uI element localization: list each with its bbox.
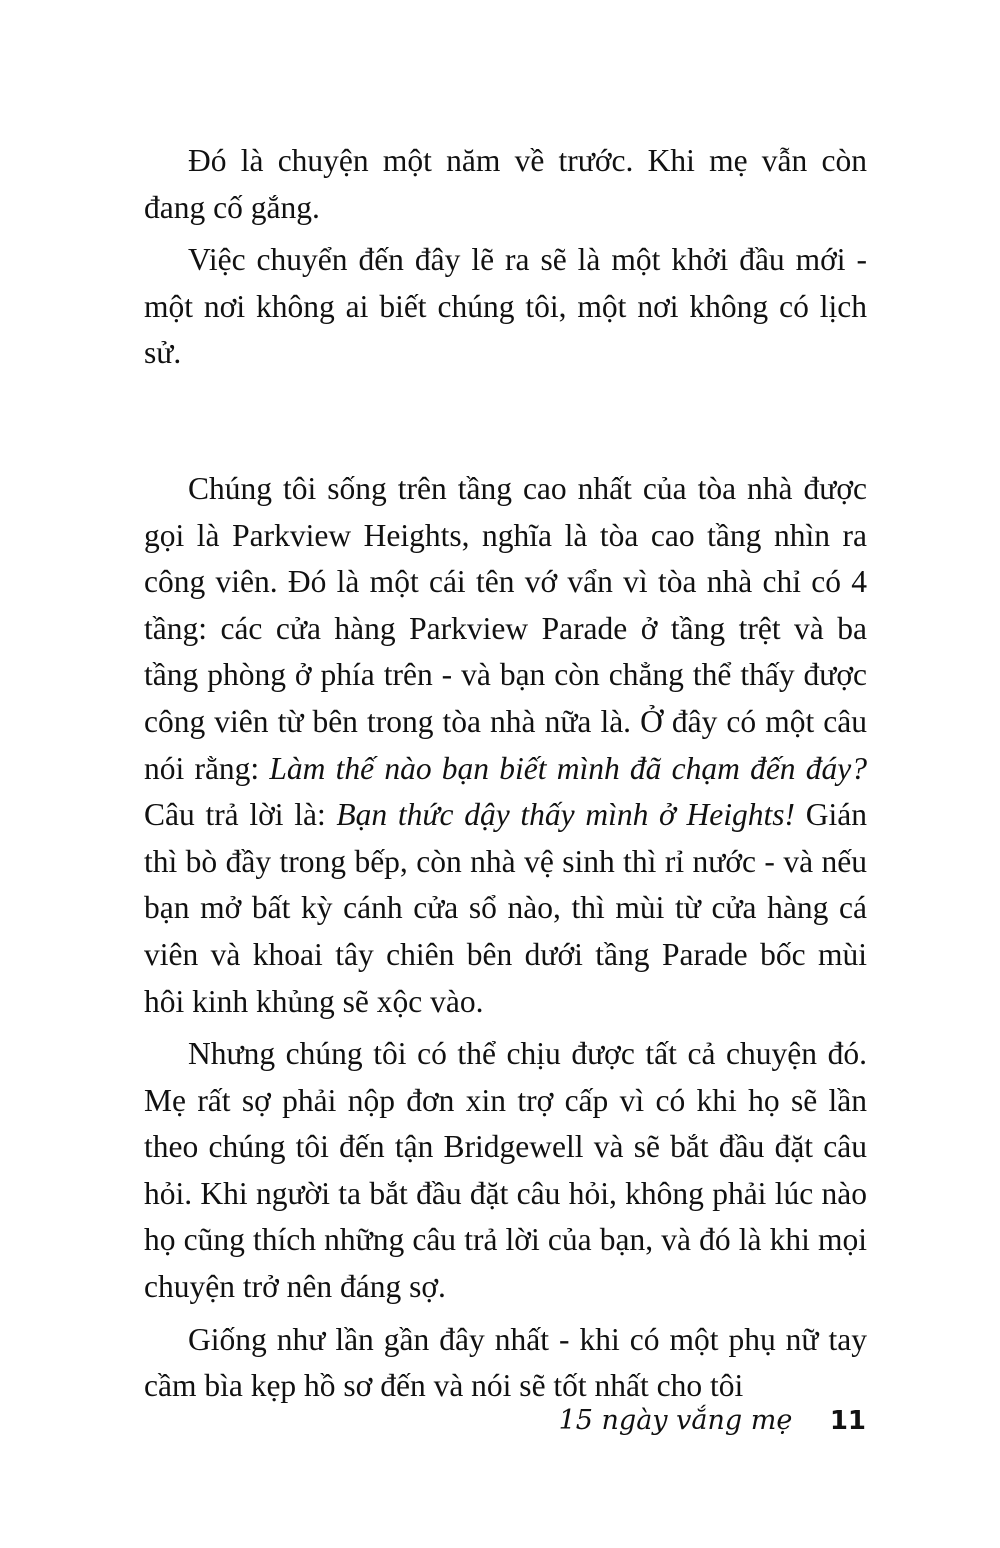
paragraph-4-text: Nhưng chúng tôi có thể chịu được tất cả chuyện đó. Mẹ rất sợ phải nộp đơn xin trợ cấp vì có khi họ sẽ lần theo chúng tôi đến tận Bridgewell và sẽ bắt đầu đặt câu hỏi. Khi người ta bắt đầu đặt câu hỏi, không phải lúc nào họ cũng thích những câu trả lời của bạn, và đó là khi mọi chuyện trở nên đáng sợ. bbox=[144, 1036, 867, 1305]
running-footer bbox=[559, 1400, 866, 1441]
paragraph-3-italic-question: Làm thế nào bạn biết mình đã chạm đến đáy? bbox=[269, 750, 867, 786]
page-body bbox=[144, 138, 867, 1410]
paragraph-3-italic-answer: Bạn thức dậy thấy mình ở Heights! bbox=[336, 797, 796, 833]
paragraph-1 bbox=[144, 138, 867, 231]
paragraph-3-text-b: Câu trả lời là: bbox=[144, 797, 337, 833]
paragraph-4 bbox=[144, 1031, 867, 1311]
paragraph-5-text: Giống như lần gần đây nhất - khi có một phụ nữ tay cầm bìa kẹp hồ sơ đến và nói sẽ tốt nhất cho tôi bbox=[144, 1321, 867, 1404]
paragraph-5 bbox=[144, 1317, 867, 1410]
paragraph-3-text-c: Gián thì bò đầy trong bếp, còn nhà vệ sinh thì rỉ nước - và nếu bạn mở bất kỳ cánh cửa sổ nào, thì mùi từ cửa hàng cá viên và khoai tây chiên bên dưới tầng Parade bốc mùi hôi kinh khủng sẽ xộc vào. bbox=[144, 797, 867, 1019]
paragraph-3 bbox=[144, 466, 867, 1025]
book-title: 15 ngày vắng mẹ bbox=[558, 1405, 793, 1436]
paragraph-1-text: Đó là chuyện một năm về trước. Khi mẹ vẫn còn đang cố gắng. bbox=[144, 143, 867, 225]
paragraph-2 bbox=[144, 237, 867, 377]
paragraph-3-text-a: Chúng tôi sống trên tầng cao nhất của tòa nhà được gọi là Parkview Heights, nghĩa là tòa cao tầng nhìn ra công viên. Đó là một cái tên vớ vẩn vì tòa nhà chỉ có 4 tầng: các cửa hàng Parkview Parade ở tầng trệt và ba tầng phòng ở phía trên - và bạn còn chẳng thể thấy được công viên từ bên trong tòa nhà nữa là. Ở đây có một câu nói rằng: bbox=[144, 470, 867, 786]
paragraph-2-text: Việc chuyển đến đây lẽ ra sẽ là một khởi đầu mới - một nơi không ai biết chúng tôi, một nơi không có lịch sử. bbox=[144, 242, 867, 371]
page-number: 11 bbox=[829, 1406, 866, 1436]
